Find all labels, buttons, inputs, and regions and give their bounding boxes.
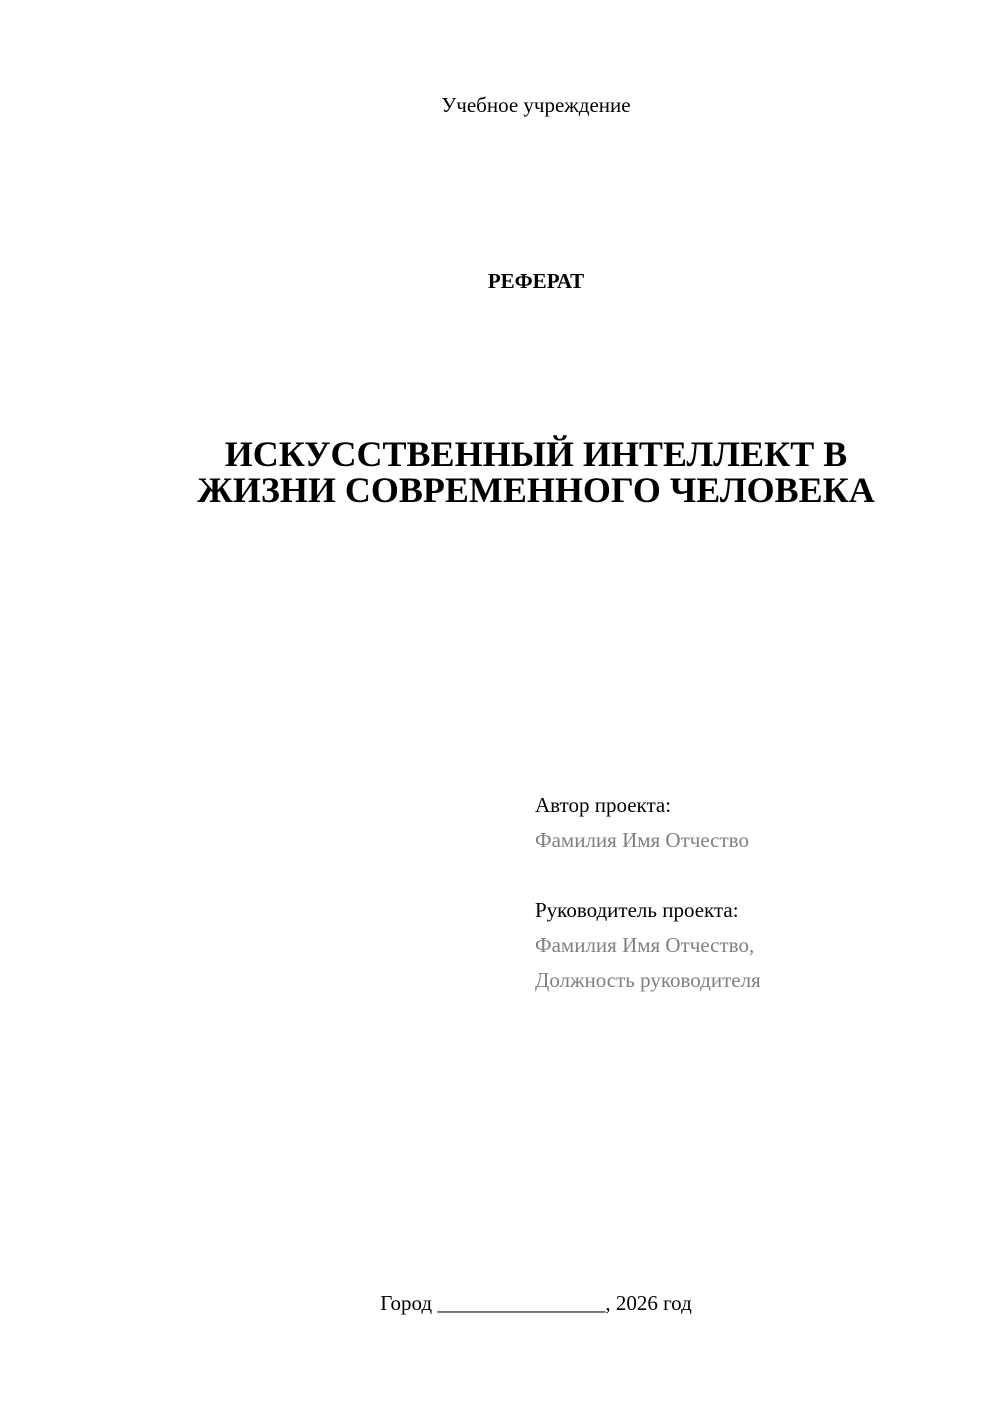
document-title [0, 436, 1000, 508]
supervisor-name: Фамилия Имя Отчество, [535, 933, 755, 957]
supervisor-label: Руководитель проекта: [535, 898, 739, 922]
document-title-line: ЖИЗНИ СОВРЕМЕННОГО ЧЕЛОВЕКА [197, 470, 875, 510]
author-label: Автор проекта: [535, 793, 672, 817]
author-block [535, 788, 975, 858]
supervisor-block [535, 893, 975, 998]
document-title-line: ИСКУССТВЕННЫЙ ИНТЕЛЛЕКТ В [224, 434, 848, 474]
supervisor-position: Должность руководителя [535, 968, 761, 992]
document-type: РЕФЕРАТ [487, 269, 585, 293]
city-year-line: Город ________________, 2026 год [380, 1291, 692, 1315]
author-name: Фамилия Имя Отчество [535, 828, 749, 852]
institution-name: Учебное учреждение [441, 93, 631, 117]
